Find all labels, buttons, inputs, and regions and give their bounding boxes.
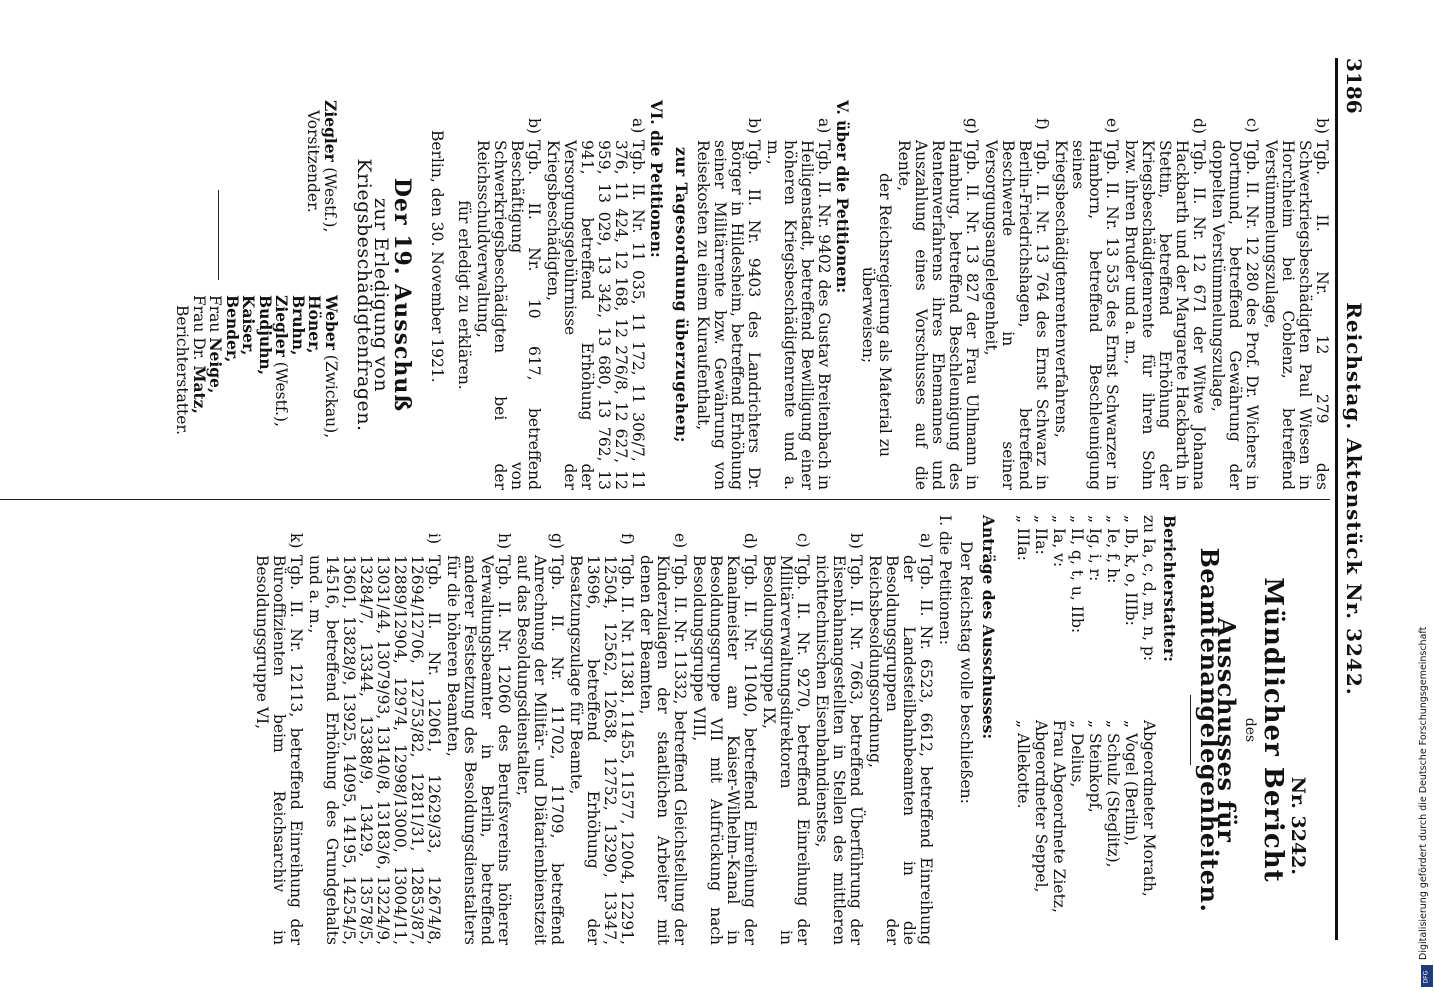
chair-name: Ziegler (321, 100, 340, 162)
section-v-list (694, 100, 832, 490)
item-label: e) (1103, 118, 1121, 134)
row-sections: zu Ia, c, d, m, n, p: (1140, 515, 1158, 662)
berichterstatter-row (1085, 515, 1103, 945)
petition-item (1122, 100, 1207, 490)
row-sections: „ IIIa: (1014, 515, 1032, 561)
berichterstatter-row (1031, 515, 1049, 945)
signer: Frau Dr. Matz, (190, 295, 209, 414)
petition-item (764, 100, 832, 490)
item-label: h) (495, 533, 513, 550)
item-label: a) (629, 118, 647, 134)
closing-rule (218, 190, 219, 280)
item-label: b) (525, 118, 543, 134)
signer: Bender, (223, 295, 242, 363)
signer: Frau Neige, (206, 295, 226, 394)
signer: Budjuhn, (256, 295, 275, 376)
item-text: Tgb. II. Nr. 9270, betreffend Einreihung der Militärverwaltungsdirektoren in Besoldungsgruppe IX, (760, 555, 812, 945)
section-vi-list (474, 100, 646, 490)
petition-item (813, 515, 864, 945)
row-reporter: „ Allekotte. (1014, 720, 1032, 809)
erledigt-line: für erledigt zu erklären. (455, 200, 473, 390)
row-reporter: „ Schulz (Steglitz), (1104, 720, 1122, 868)
signer: Höner, (305, 295, 325, 354)
item-text: Tgb. II. Nr. 12 671 der Witwe Johanna Hackbarth und der Margarete Hackbarth in Stettin, betreffend Erhöhung der Kriegsbeschädigtenrente für ihren Sohn bzw. ihren Bruder und a. m., (1122, 140, 1208, 490)
chair-role: Vorsitzender. (304, 110, 322, 213)
row-sections: „ IIa: (1032, 515, 1050, 555)
item-text: Tgb. II. Nr. 9402 des Gustav Breitenbach in Heiligenstadt, betreffend Bewilligung einer höheren Kriegsbeschädigtenrente und a. m., (764, 140, 833, 490)
petition-item (982, 100, 1050, 490)
signer: Bruhn, (289, 295, 308, 356)
berichterstatter-row (1103, 515, 1121, 945)
row-sections: „ Ig, i, r: (1086, 515, 1104, 582)
row-sections: „ Ib, k, o, IIIb: (1122, 515, 1140, 626)
item-text: Tgb. II. Nr. 11381, 11455, 11577, 12004, 12291, 12504, 12562, 12638, 12752, 13290, 13347, 13696, betreffend Erhöhung der Besatzungszulage für Beamte, (567, 555, 636, 945)
item-text: Tgb. II. Nr. 11040, betreffend Einreihung der Kanalmeister am Kaiser-Wilhelm-Kanal in Besoldungsgruppe VII mit Aufrückung nach Besoldungsgruppe VIII, (690, 555, 759, 945)
item-text: Tgb. II. Nr. 13 827 der Frau Uhlmann in Hamburg, betreffend Beschleunigung des Rentenverfahrens ihres Ehemannes und Auszahlung eines Vorschusses auf die Rente, (895, 140, 981, 490)
row-reporter: Frau Abgeordnete Zietz, (1050, 720, 1068, 913)
dfg-logo: DFG (1421, 965, 1433, 987)
item-text: Tgb. II. Nr. 12060 des Berufsvereins höherer Verwaltungsbeamter in Berlin, betreffend anderer Festsetzung des Besoldungsdienstalters für die höheren Beamten, (444, 555, 513, 945)
item-text: Tgb. II. Nr. 7663, betreffend Überführung der Eisenbahnangestellten in Stellen des mittleren nichttechnischen Eisenbahndienstes, (813, 555, 865, 945)
petition-list-top (895, 100, 1330, 490)
row-sections: „ Ia, v: (1050, 515, 1068, 568)
berichterstatter-row (1139, 515, 1157, 945)
petition-item (1209, 100, 1260, 490)
petition-item (253, 515, 304, 945)
page-number: 3186 (1342, 58, 1366, 114)
report-title: Mündlicher Bericht (1258, 577, 1288, 883)
item-label: c) (1243, 118, 1261, 133)
petition-item (444, 515, 512, 945)
petition-item (514, 515, 565, 945)
signer: Ziegler (Westf.), (272, 295, 292, 427)
material-line: der Reichsregierung als Material zu überweisen; (859, 173, 894, 457)
beschliessen-line: Der Reichstag wolle beschließen: (957, 541, 975, 804)
item-text: Tgb. II. Nr. 9403 des Landrichters Dr. Börger in Hildesheim, betreffend Erhöhung seiner Militärrente bzw. Gewährung von Reisekosten zu einem Kuraufenthalt, (694, 140, 763, 490)
item-label: g) (548, 533, 566, 549)
section-v-heading: V. über die Petitionen: (833, 100, 852, 294)
footer (1418, 0, 1434, 1000)
berichterstatter-role: Berichterstatter. (173, 305, 192, 436)
item-label: c) (794, 533, 812, 548)
item-text: Tgb. II. Nr. 11702, 11709, betreffend Anrechnung der Militär- und Diätarienbienstzeit auf das Besoldungsdienstalter, (514, 555, 566, 945)
berichterstatter-row (1049, 515, 1067, 945)
committee-title: Der 19. Ausschuß (389, 177, 415, 413)
antraege-heading: Anträge des Ausschusses: (979, 515, 998, 740)
petition-item (544, 100, 646, 490)
item-label: b) (847, 533, 865, 549)
section-i-heading: I. die Petitionen: (936, 515, 954, 645)
item-label: k) (287, 533, 305, 549)
committee-subtitle: zur Erledigung von Kriegsbeschädigtenfragen. (353, 158, 392, 432)
title-rule (1190, 695, 1191, 765)
petition-item (637, 515, 688, 945)
row-sections: „ Ie, f, h: (1104, 515, 1122, 584)
item-label: a) (917, 533, 935, 549)
footer-text: Digitalisierung gefördert durch die Deutsche Forschungsgemeinschaft (1418, 626, 1429, 960)
row-reporter: „ Vogel (Berlin), (1122, 720, 1140, 846)
section-vi-heading: VI. die Petitionen: (647, 100, 666, 258)
petition-item (760, 515, 811, 945)
item-text: Tgb. II. Nr. 10 617, betreffend Beschäftigung von Schwerkriegsbeschädigten bei der Reichsschuldverwaltung, (474, 140, 543, 490)
item-text: Tgb. II. Nr. 12 279 des Schwerkriegsbeschädigten Paul Wiesen in Horchheim bei Coblenz, betreffend Verstümmelungszulage, (1262, 140, 1331, 490)
petition-item (1052, 100, 1120, 490)
row-sections: „ II, q, t, u, IIb: (1068, 515, 1086, 634)
item-label: a) (815, 118, 833, 134)
item-text: Tgb. II. Nr. 11332, betreffend Gleichstellung der Kinderzulagen der staatlichen Arbeiter mit denen der Beamten, (637, 555, 689, 945)
item-label: g) (963, 118, 981, 134)
column-divider (0, 499, 1330, 500)
row-reporter: Abgeordneter Morath, (1140, 720, 1158, 897)
document-number: Nr. 3242. (1287, 776, 1309, 875)
item-text: Tgb. II. Nr. 12 280 des Prof. Dr. Wichers in Dortmund, betreffend Gewährung der doppelten Verstümmelungszulage, (1209, 140, 1261, 490)
item-label: f) (1033, 118, 1051, 130)
signers-list (174, 295, 339, 438)
item-text: Tgb. II. Nr. 11 035, 11 172, 11 306/7, 11 376, 11 424, 12 168, 12 276/8, 12 627, 12 959, 13 029, 13 342, 13 680, 13 762, 13 941, betreffend Erhöhung der Versorgungsgebührnisse der Kriegsbeschädigten, (544, 140, 647, 490)
berichterstatter-row (1121, 515, 1139, 945)
petition-item (895, 100, 980, 490)
signer: Weber (Zwickau), (322, 295, 341, 439)
item-label: f) (618, 533, 636, 545)
item-text: Tgb. II. Nr. 13 535 des Ernst Schwarzer in Hamborn, betreffend Beschleunigung seines Kriegsbeschädigtenrentenverfahrens, (1052, 140, 1121, 490)
place-date: Berlin, den 30. November 1921. (428, 130, 446, 383)
committee-heading: Ausschusses für Beamtenangelegenheiten. (1195, 547, 1241, 913)
petition-item (306, 515, 442, 945)
item-text: Tgb. II. Nr. 12061, 12629/33, 12674/8, 12694/12706, 12753/82, 12811/31, 12853/87, 12889/12904, 12974, 12998/13000, 13004/11, 13031/44, 13079/93, 13140/8, 13183/6, 13224/9, 13284/7, 13344, 13388/9, 13429, 13578/5, 13601, 13828/9, 13925, 14095, 14195, 14254/5, 14516, betreffend Erhöhung des Grundgehalts und a. m., (306, 555, 443, 945)
item-label: e) (671, 533, 689, 549)
petition-item (690, 515, 758, 945)
item-text: Tgb. II. Nr. 12113, betreffend Einreihung der Bürooffizienten beim Reichsarchiv in Besoldungsgruppe VI, (253, 555, 305, 945)
item-label: b) (745, 118, 763, 134)
chair-suffix: (Westf.), (321, 167, 339, 233)
petition-item (694, 100, 762, 490)
row-reporter: Abgeordneter Seppel, (1032, 720, 1050, 893)
petition-list-right (253, 515, 934, 945)
signature-block (173, 100, 341, 490)
item-label: d) (741, 533, 759, 549)
page-header (1335, 58, 1364, 940)
berichterstatter-row (1013, 515, 1031, 945)
item-text: Tgb. II. Nr. 6523, 6612, betreffend Einreihung der Landesteilbahnbeamten in die Besoldungsgruppen der Reichsbesoldungsordnung, (866, 555, 935, 945)
row-reporter: „ Steinkopf, (1086, 720, 1104, 813)
item-label: b) (1313, 118, 1331, 134)
petition-item (866, 515, 934, 945)
item-label: d) (1190, 118, 1208, 134)
right-column (251, 515, 1330, 945)
des-word: des (1242, 717, 1258, 743)
berichterstatter-row (1067, 515, 1085, 945)
petition-item (474, 100, 542, 490)
item-label: i) (425, 533, 443, 545)
chair-signature (321, 100, 339, 232)
petition-item (1262, 100, 1330, 490)
left-column (173, 100, 1331, 490)
row-reporter: „ Delius, (1068, 720, 1086, 788)
signer: Kaiser, (239, 295, 259, 356)
berichterstatter-table (1013, 515, 1157, 945)
petition-item (567, 515, 635, 945)
item-text: Tgb. II. Nr. 13 764 des Ernst Schwarz in Berlin-Friedrichshagen, betreffend Beschwerde in seiner Versorgungsangelegenheit, (982, 140, 1051, 490)
running-title: Reichstag. Aktenstück Nr. 3242. (1342, 302, 1366, 696)
berichterstatter-heading: Berichterstatter: (1160, 515, 1179, 662)
tagesordnung-line: zur Tagesordnung überzugehen; (672, 146, 691, 444)
